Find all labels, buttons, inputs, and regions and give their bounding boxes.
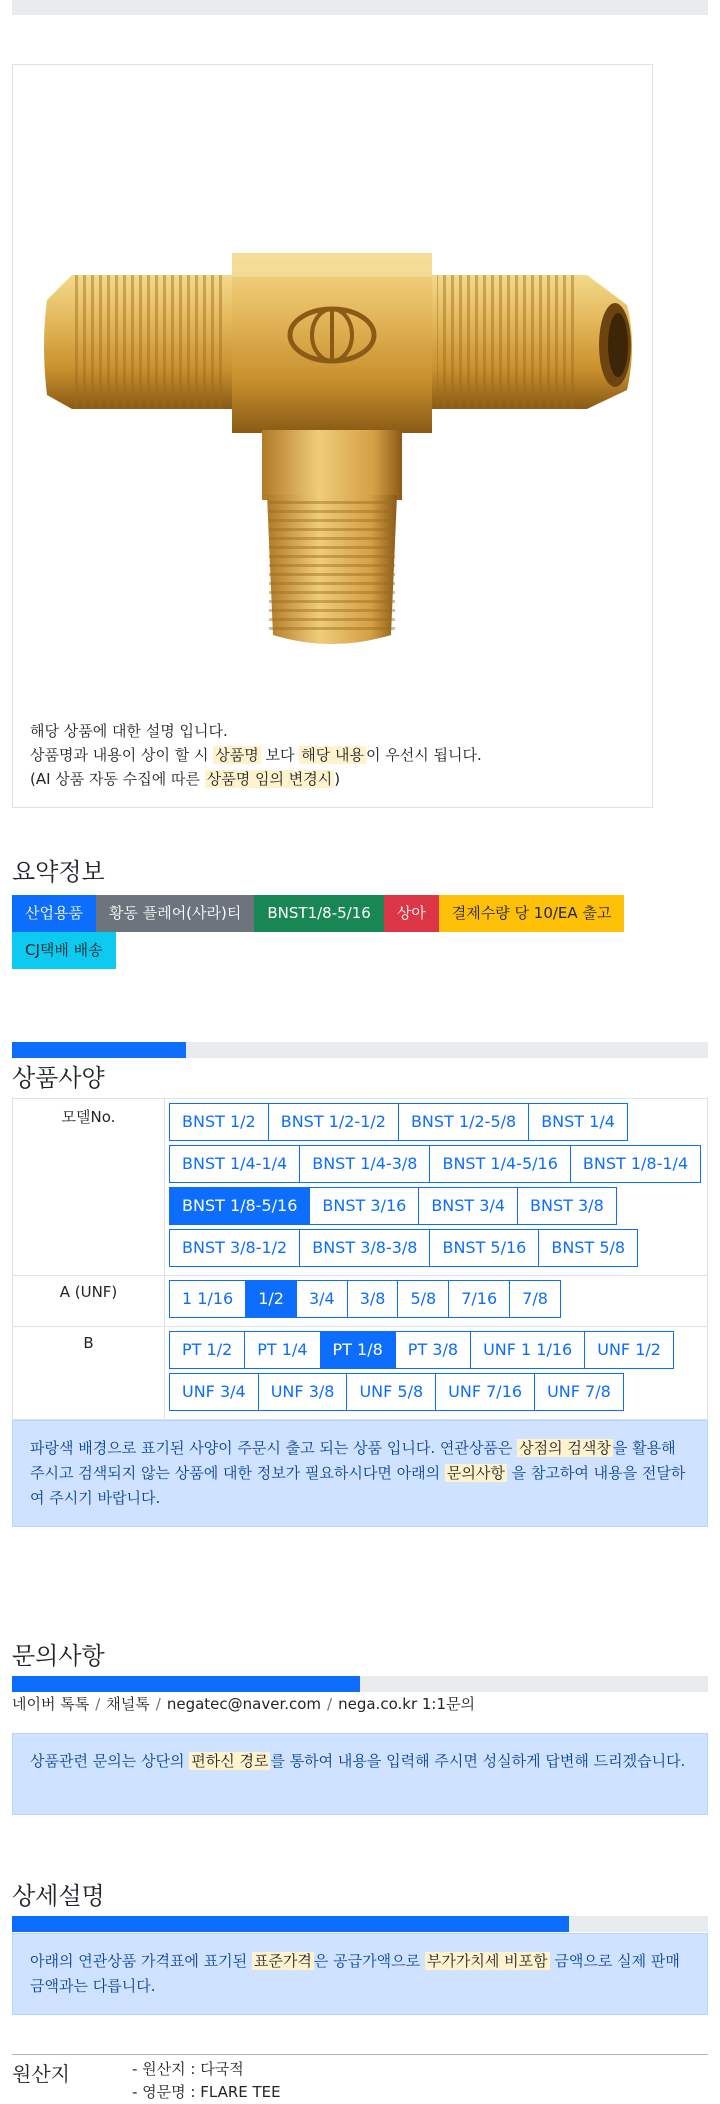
spec-option-button[interactable]: PT 1/2 <box>169 1331 245 1369</box>
spec-option-button[interactable]: UNF 3/8 <box>258 1373 348 1411</box>
highlight-name-change: 상품명 임의 변경시 <box>206 770 333 788</box>
spec-option-button[interactable]: BNST 1/8-1/4 <box>570 1145 701 1183</box>
origin-divider <box>12 2054 708 2055</box>
spec-option-button[interactable]: PT 3/8 <box>395 1331 471 1369</box>
spec-option-button[interactable]: PT 1/8 <box>320 1331 396 1369</box>
desc-line-1: 해당 상품에 대한 설명 입니다. <box>30 722 228 740</box>
summary-badge: BNST1/8-5/16 <box>254 895 383 932</box>
spec-option-button[interactable]: 5/8 <box>397 1280 449 1318</box>
summary-badge: 산업용품 <box>12 895 96 932</box>
spec-options-cell <box>165 1099 708 1276</box>
desc-line-3: (AI 상품 자동 수집에 따른 상품명 임의 변경시 ) <box>30 770 341 788</box>
spec-option-button[interactable]: BNST 3/8-1/2 <box>169 1229 300 1267</box>
desc-line-2: 상품명과 내용이 상이 할 시 상품명 보다 해당 내용 이 우선시 됩니다. <box>30 746 482 764</box>
summary-title: 요약정보 <box>12 858 105 886</box>
origin-label: 원산지 <box>12 2062 70 2086</box>
contact-link[interactable]: nega.co.kr 1:1문의 <box>338 1695 475 1713</box>
highlight-channel: 편하신 경로 <box>191 1752 269 1770</box>
product-photo <box>27 195 637 665</box>
spec-key: B <box>13 1327 165 1420</box>
spec-option-button[interactable]: BNST 1/2-1/2 <box>268 1103 399 1141</box>
spec-option-button[interactable]: BNST 3/16 <box>309 1187 419 1225</box>
product-description <box>30 719 482 791</box>
contact-separator: / <box>95 1695 101 1713</box>
spec-option-button[interactable]: 1/2 <box>245 1280 297 1318</box>
spec-option-button[interactable]: UNF 5/8 <box>346 1373 436 1411</box>
progress-fill <box>12 1916 569 1932</box>
summary-badge: CJ택배 배송 <box>12 932 116 969</box>
spec-option-button[interactable]: 7/8 <box>509 1280 561 1318</box>
summary-badge: 상아 <box>384 895 439 932</box>
spec-option-button[interactable]: 3/4 <box>296 1280 348 1318</box>
progress-fill <box>12 1676 360 1692</box>
spec-option-button[interactable]: BNST 3/8 <box>517 1187 617 1225</box>
contact-separator: / <box>327 1695 333 1713</box>
progress-fill <box>12 1042 186 1058</box>
detail-title: 상세설명 <box>12 1882 105 1910</box>
highlight-inquiry: 문의사항 <box>446 1464 505 1482</box>
highlight-standard-price: 표준가격 <box>253 1952 312 1970</box>
spec-key: A (UNF) <box>13 1276 165 1327</box>
spec-notice: 파랑색 배경으로 표기된 사양이 주문시 출고 되는 상품 입니다. 연관상품은 상점의 검색창 을 활용해 주시고 검색되지 않는 상품에 대한 정보가 필요하시다면 아래의 문의사항 을 참고하여 내용을 전달하여 주시기 바랍니다. <box>12 1420 708 1527</box>
spec-option-button[interactable]: BNST 3/8-3/8 <box>299 1229 430 1267</box>
spec-table <box>12 1098 708 1420</box>
summary-badge: 황동 플레어(사라)티 <box>96 895 254 932</box>
spec-option-button[interactable]: UNF 1 1/16 <box>470 1331 585 1369</box>
spec-option-button[interactable]: BNST 1/4-3/8 <box>299 1145 430 1183</box>
spec-option-button[interactable]: 7/16 <box>448 1280 510 1318</box>
spec-option-button[interactable]: BNST 1/2 <box>169 1103 269 1141</box>
spec-option-button[interactable]: BNST 5/8 <box>538 1229 638 1267</box>
spec-key: 모델No. <box>13 1099 165 1276</box>
inquiry-progress <box>12 1676 708 1692</box>
summary-badge: 결제수량 당 10/EA 출고 <box>439 895 625 932</box>
highlight-product-name: 상품명 <box>215 746 259 764</box>
spec-title: 상품사양 <box>12 1064 105 1092</box>
contact-link[interactable]: 채널톡 <box>106 1695 150 1713</box>
origin-english-name: - 영문명 : FLARE TEE <box>132 2083 281 2101</box>
spec-options-cell <box>165 1276 708 1327</box>
highlight-vat: 부가가치세 비포함 <box>426 1952 548 1970</box>
inquiry-title: 문의사항 <box>12 1642 105 1670</box>
spec-option-button[interactable]: BNST 1/4 <box>528 1103 628 1141</box>
summary-badges <box>12 895 662 969</box>
spec-option-button[interactable]: UNF 1/2 <box>584 1331 674 1369</box>
origin-country: - 원산지 : 다국적 <box>132 2060 244 2078</box>
spec-options-cell <box>165 1327 708 1420</box>
spec-option-button[interactable]: UNF 7/8 <box>534 1373 624 1411</box>
spec-option-button[interactable]: BNST 1/4-1/4 <box>169 1145 300 1183</box>
top-progress-bar <box>12 0 708 15</box>
spec-row <box>13 1099 708 1276</box>
spec-progress <box>12 1042 708 1058</box>
spec-option-button[interactable]: BNST 3/4 <box>418 1187 518 1225</box>
inquiry-notice: 상품관련 문의는 상단의 편하신 경로 를 통하여 내용을 입력해 주시면 성실하게 답변해 드리겠습니다. <box>12 1733 708 1815</box>
spec-option-button[interactable]: UNF 3/4 <box>169 1373 259 1411</box>
contact-links <box>12 1693 475 1714</box>
origin-values <box>132 2058 281 2104</box>
spec-option-button[interactable]: UNF 7/16 <box>435 1373 535 1411</box>
spec-option-button[interactable]: 1 1/16 <box>169 1280 246 1318</box>
contact-link[interactable]: 네이버 톡톡 <box>12 1695 90 1713</box>
highlight-content: 해당 내용 <box>301 746 364 764</box>
highlight-search: 상점의 검색창 <box>519 1439 611 1457</box>
detail-notice: 아래의 연관상품 가격표에 표기된 표준가격 은 공급가액으로 부가가치세 비포함 금액으로 실제 판매금액과는 다릅니다. <box>12 1933 708 2015</box>
spec-option-button[interactable]: BNST 1/8-5/16 <box>169 1187 310 1225</box>
contact-separator: / <box>155 1695 161 1713</box>
spec-option-button[interactable]: PT 1/4 <box>244 1331 320 1369</box>
detail-progress <box>12 1916 708 1932</box>
spec-row <box>13 1276 708 1327</box>
spec-option-button[interactable]: BNST 5/16 <box>429 1229 539 1267</box>
spec-option-button[interactable]: 3/8 <box>347 1280 399 1318</box>
contact-link[interactable]: negatec@naver.com <box>166 1695 322 1713</box>
spec-row <box>13 1327 708 1420</box>
spec-option-button[interactable]: BNST 1/4-5/16 <box>429 1145 570 1183</box>
product-image-frame <box>12 64 653 808</box>
spec-option-button[interactable]: BNST 1/2-5/8 <box>398 1103 529 1141</box>
